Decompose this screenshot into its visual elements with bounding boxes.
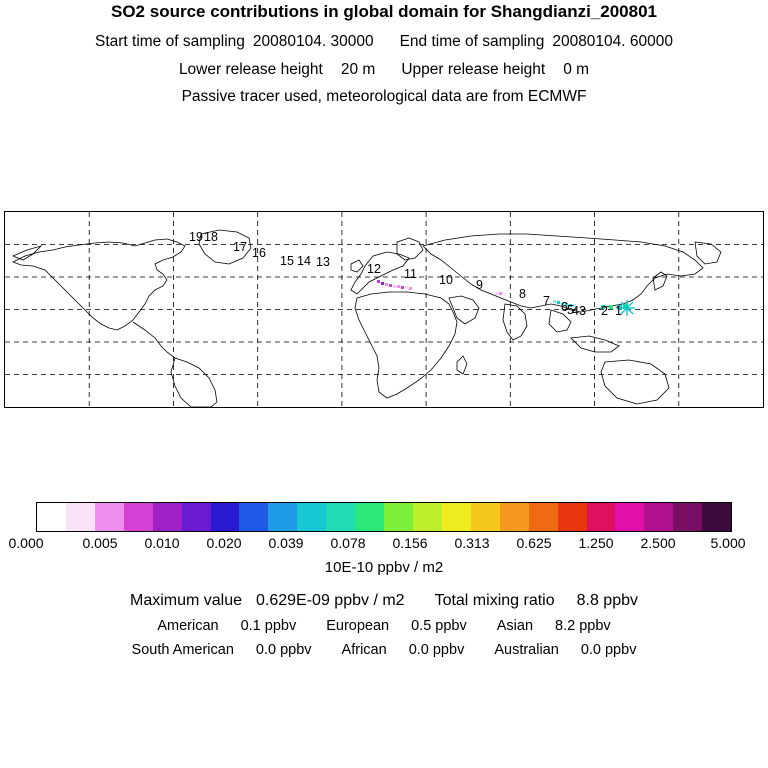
trajectory-label-19: 19 xyxy=(189,230,203,244)
trajectory-label-16: 16 xyxy=(252,246,266,260)
colorbar-swatch xyxy=(615,503,644,531)
colorbar-swatch xyxy=(442,503,471,531)
colorbar-swatch xyxy=(95,503,124,531)
colorbar-swatch xyxy=(500,503,529,531)
trajectory-label-15: 15 xyxy=(280,254,294,268)
maximum-value-label: Maximum value xyxy=(129,592,243,609)
colorbar-swatch xyxy=(124,503,153,531)
colorbar-swatch xyxy=(529,503,558,531)
map-gridlines xyxy=(5,212,763,407)
start-time-label: Start time of sampling xyxy=(94,33,245,50)
sampling-time-line xyxy=(0,33,768,51)
colorbar-swatch xyxy=(326,503,355,531)
lower-release-height-value: 20 m xyxy=(340,61,376,78)
colorbar-swatch xyxy=(587,503,616,531)
trajectory-label-7: 7 xyxy=(543,294,550,308)
coastlines xyxy=(13,230,721,407)
summary-row-max xyxy=(0,592,768,610)
total-mixing-ratio-label: Total mixing ratio xyxy=(434,592,555,609)
region-label-australian: Australian xyxy=(494,642,559,658)
colorbar-tick: 0.020 xyxy=(206,535,242,551)
colorbar-swatch xyxy=(384,503,413,531)
colorbar-tick: 2.500 xyxy=(640,535,676,551)
colorbar-tick: 0.313 xyxy=(454,535,490,551)
end-time-label: End time of sampling xyxy=(399,33,545,50)
region-value-african: 0.0 ppbv xyxy=(408,642,465,658)
trajectory-label-5: 5 xyxy=(567,303,574,317)
colorbar-tick: 0.039 xyxy=(268,535,304,551)
trajectory-label-10: 10 xyxy=(439,273,453,287)
colorbar-swatch xyxy=(153,503,182,531)
colorbar-swatch xyxy=(37,503,66,531)
colorbar-tick: 0.000 xyxy=(8,535,44,551)
colorbar-swatch xyxy=(413,503,442,531)
trajectory-label-9: 9 xyxy=(476,278,483,292)
colorbar-tick: 0.010 xyxy=(144,535,180,551)
trajectory-label-14: 14 xyxy=(297,254,311,268)
colorbar-swatch xyxy=(239,503,268,531)
release-height-line xyxy=(0,61,768,79)
trajectory-label-13: 13 xyxy=(316,255,330,269)
lower-release-height-label: Lower release height xyxy=(178,61,323,78)
region-label-asian: Asian xyxy=(496,618,534,634)
maximum-value: 0.629E-09 ppbv / m2 xyxy=(256,592,405,609)
end-time-value: 20080104. 60000 xyxy=(552,33,674,50)
upper-release-height-label: Upper release height xyxy=(401,61,546,78)
map-graphic xyxy=(5,212,763,407)
trajectory-label-2: 2 xyxy=(601,304,608,318)
colorbar-tick: 5.000 xyxy=(710,535,746,551)
region-label-african: African xyxy=(341,642,387,658)
start-time-value: 20080104. 30000 xyxy=(252,33,374,50)
trajectory-label-18: 18 xyxy=(204,230,218,244)
colorbar-swatch xyxy=(211,503,240,531)
colorbar-swatch xyxy=(268,503,297,531)
trajectory-label-4: 4 xyxy=(572,304,579,318)
page-title: SO2 source contributions in global domain for Shangdianzi_200801 xyxy=(111,2,657,21)
colorbar-tick-labels xyxy=(0,535,768,553)
colorbar-swatch xyxy=(66,503,95,531)
colorbar-swatch xyxy=(355,503,384,531)
trajectory-label-8: 8 xyxy=(519,287,526,301)
region-value-american: 0.1 ppbv xyxy=(240,618,297,634)
trajectory-label-1: 1 xyxy=(615,304,622,318)
total-mixing-ratio-value: 8.8 ppbv xyxy=(576,592,638,609)
region-value-european: 0.5 ppbv xyxy=(411,618,467,634)
trajectory-label-17: 17 xyxy=(233,240,247,254)
colorbar xyxy=(36,502,732,532)
region-value-asian: 8.2 ppbv xyxy=(555,618,611,634)
trajectory-label-12: 12 xyxy=(367,262,381,276)
trajectory-label-3: 3 xyxy=(579,304,586,318)
region-value-south-american: 0.0 ppbv xyxy=(255,642,312,658)
colorbar-tick: 0.005 xyxy=(82,535,118,551)
colorbar-swatch xyxy=(673,503,702,531)
summary-row-regions-2 xyxy=(0,642,768,658)
tracer-info-line: Passive tracer used, meteorological data are from ECMWF xyxy=(181,88,587,105)
colorbar-tick: 0.156 xyxy=(392,535,428,551)
colorbar-tick: 1.250 xyxy=(578,535,614,551)
upper-release-height-value: 0 m xyxy=(563,61,590,78)
summary-row-regions-1 xyxy=(0,618,768,634)
plume-cells xyxy=(377,280,628,310)
region-value-australian: 0.0 ppbv xyxy=(580,642,637,658)
region-label-american: American xyxy=(157,618,219,634)
colorbar-swatch xyxy=(702,503,731,531)
colorbar-swatch xyxy=(644,503,673,531)
colorbar-tick: 0.078 xyxy=(330,535,366,551)
colorbar-unit-label: 10E-10 ppbv / m2 xyxy=(324,559,444,576)
colorbar-swatch xyxy=(297,503,326,531)
colorbar-swatch xyxy=(182,503,211,531)
colorbar-tick: 0.625 xyxy=(516,535,552,551)
region-label-south-american: South American xyxy=(131,642,234,658)
colorbar-swatch xyxy=(471,503,500,531)
trajectory-label-11: 11 xyxy=(404,267,417,281)
region-label-european: European xyxy=(326,618,390,634)
world-map-panel xyxy=(4,211,764,408)
colorbar-swatch xyxy=(558,503,587,531)
trajectory-label-6: 6 xyxy=(561,300,568,314)
